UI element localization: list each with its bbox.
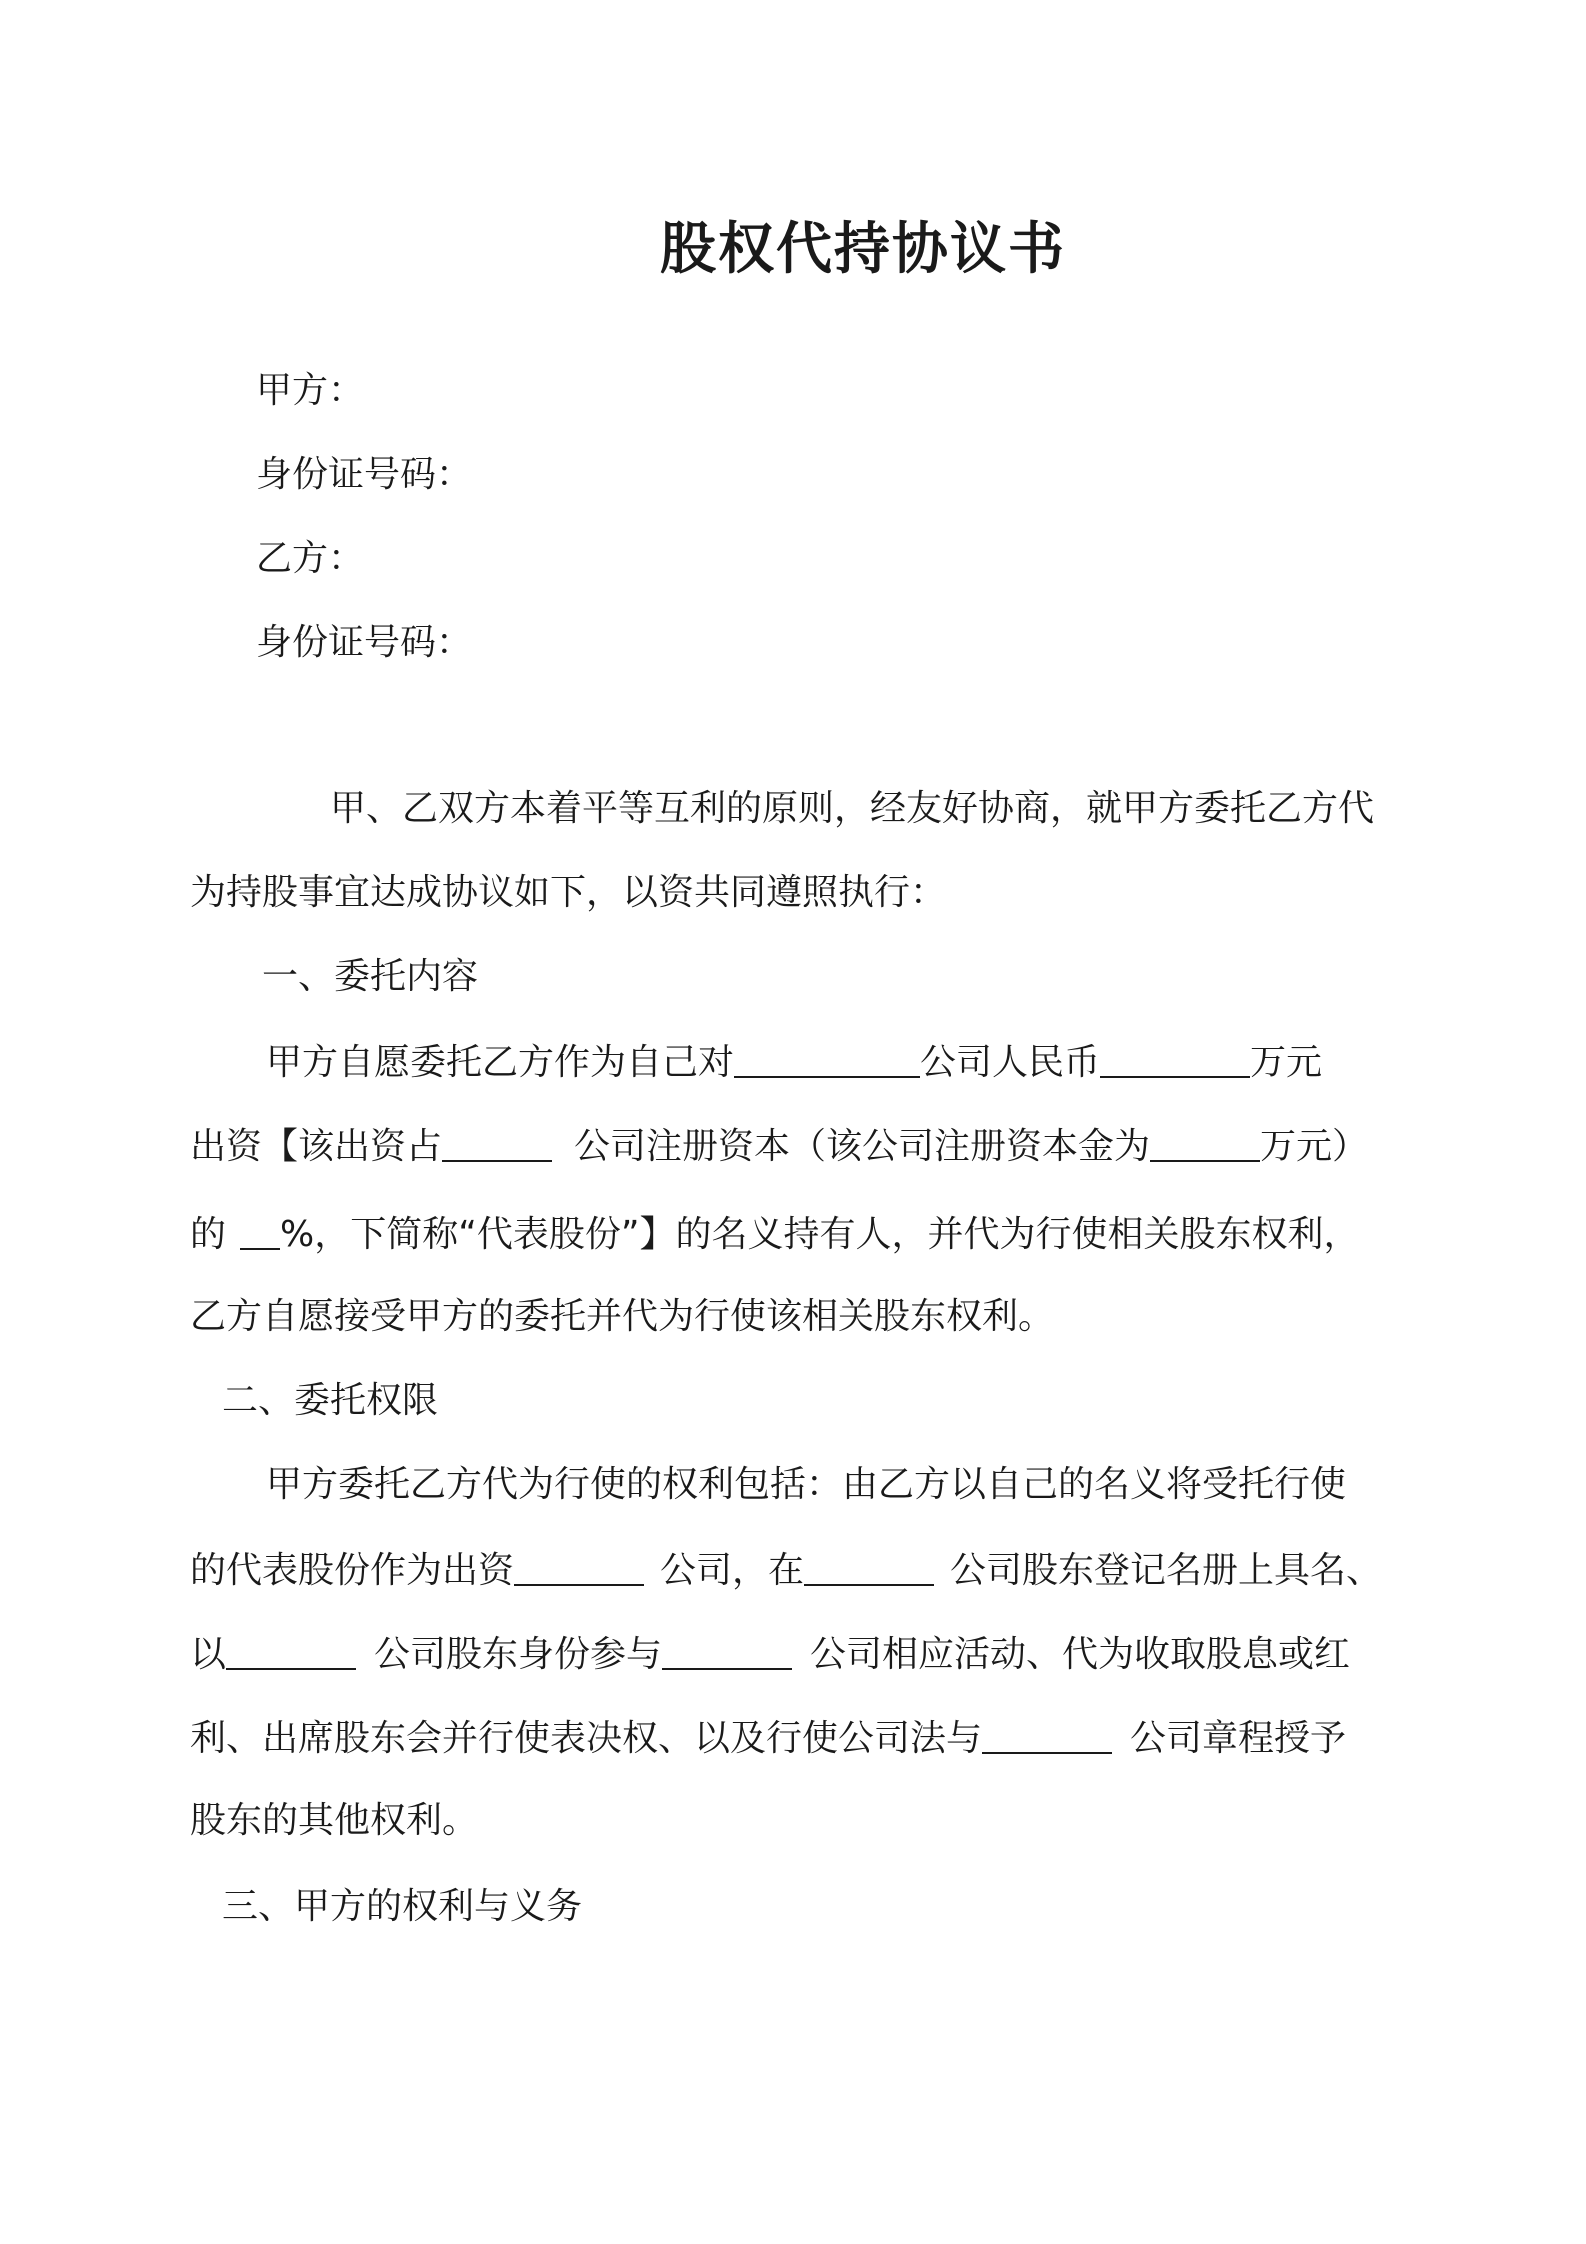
party-b-label: 乙方：: [256, 538, 365, 579]
blank-percent: [240, 1210, 280, 1250]
text-segment: 公司注册资本（该公司注册资本金为: [574, 1126, 1151, 1168]
text-segment: 公司相应活动、代为收取股息或红: [810, 1634, 1351, 1676]
section-1-heading: 一、委托内容: [262, 956, 479, 997]
section-1-line-3: [190, 1210, 1360, 1257]
section-1-line-4: 乙方自愿接受甲方的委托并代为行使该相关股东权利。: [190, 1296, 1055, 1337]
text-segment: 公司人民币: [920, 1042, 1101, 1084]
blank-activity-company: [662, 1630, 792, 1670]
section-2-line-1: 甲方委托乙方代为行使的权利包括：由乙方以自己的名义将受托行使: [266, 1464, 1347, 1505]
text-segment: 的: [190, 1214, 227, 1256]
blank-registered-capital: [1150, 1122, 1260, 1162]
blank-register-company: [804, 1546, 934, 1586]
text-segment: 万元: [1250, 1042, 1323, 1084]
section-1-line-2: [190, 1122, 1368, 1169]
section-1-line-1: [266, 1038, 1322, 1085]
text-segment: 的代表股份作为出资: [190, 1550, 515, 1592]
text-segment: 公司，在: [660, 1550, 805, 1592]
document-title: 股权代持协议书: [660, 217, 1066, 282]
blank-amount: [1100, 1038, 1250, 1078]
text-segment: 出资【该出资占: [190, 1126, 443, 1168]
section-2-line-2: [190, 1546, 1382, 1593]
text-segment: %，下简称“代表股份”】的名义持有人，并代为行使相关股东权利，: [280, 1214, 1360, 1256]
text-segment: 甲方自愿委托乙方作为自己对: [266, 1042, 735, 1084]
party-b-id-label: 身份证号码：: [256, 622, 473, 663]
blank-invest-company: [514, 1546, 644, 1586]
party-a-label: 甲方：: [256, 370, 365, 411]
party-a-id-label: 身份证号码：: [256, 454, 473, 495]
section-2-line-4: [190, 1714, 1346, 1761]
text-segment: 万元）: [1260, 1126, 1369, 1168]
text-segment: 利、出席股东会并行使表决权、以及行使公司法与: [190, 1718, 983, 1760]
preamble-line-1: 甲、乙双方本着平等互利的原则，经友好协商，就甲方委托乙方代: [330, 788, 1375, 829]
text-segment: 公司章程授予: [1130, 1718, 1347, 1760]
blank-company-2: [442, 1122, 552, 1162]
section-2-line-5: 股东的其他权利。: [190, 1800, 479, 1841]
preamble-line-2: 为持股事宜达成协议如下，以资共同遵照执行：: [190, 872, 947, 913]
section-3-heading: 三、甲方的权利与义务: [222, 1886, 583, 1927]
text-segment: 公司股东身份参与: [374, 1634, 663, 1676]
section-2-line-3: [190, 1630, 1350, 1677]
blank-company: [734, 1038, 920, 1078]
blank-shareholder-company: [226, 1630, 356, 1670]
text-segment: 以: [190, 1634, 227, 1676]
section-2-heading: 二、委托权限: [222, 1380, 439, 1421]
blank-articles-company: [982, 1714, 1112, 1754]
text-segment: 公司股东登记名册上具名、: [950, 1550, 1383, 1592]
